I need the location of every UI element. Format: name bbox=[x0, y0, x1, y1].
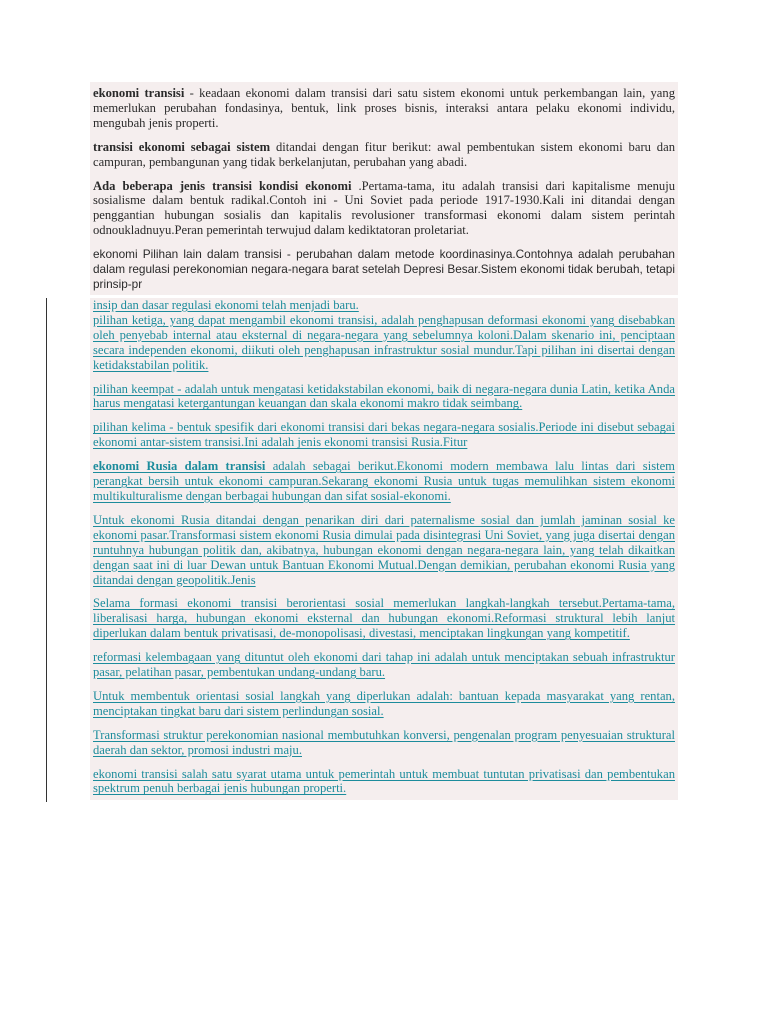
paragraph-types bbox=[93, 179, 675, 239]
paragraph-option-two bbox=[93, 247, 675, 292]
paragraph-text: ekonomi Pilihan lain dalam transisi - perubahan dalam metode koordinasinya.Contohnya adalah perubahan dalam regulasi perekonomian negara-negara barat setelah Depresi Besar.Sistem ekonomi tidak berubah, tetapi prinsip-pr bbox=[93, 247, 675, 291]
term-heading[interactable]: ekonomi Rusia dalam transisi bbox=[93, 459, 266, 474]
link-text[interactable]: pilihan keempat - adalah untuk mengatasi ketidakstabilan ekonomi, baik di negara-negara dunia Latin, ketika Anda harus mengatasi ketergantungan keuangan dan skala ekonomi makro tidak seimbang. bbox=[93, 381, 675, 411]
link-text[interactable]: Transformasi struktur perekonomian nasional membutuhkan konversi, pengenalan program penyesuaian struktural daerah dan sektor, promosi industri maju. bbox=[93, 727, 675, 757]
text-block-linked bbox=[90, 298, 678, 800]
paragraph-text: .Pertama-tama, itu adalah transisi dari kapitalisme menuju sosialisme dalam bentuk radikal.Contoh ini - Uni Soviet pada periode 1917-1930.Kali ini ditandai dengan penggantian hubungan sosialis dan kapitalis revolusioner transformasi ekonomi dalam sistem perintah odnoukladnuyu.Peran pemerintah terwujud dalam kediktatoran proletariat. bbox=[93, 178, 675, 238]
term-heading: transisi ekonomi sebagai sistem bbox=[93, 139, 271, 154]
paragraph-definition bbox=[93, 86, 675, 131]
link-text[interactable]: pilihan ketiga, yang dapat mengambil ekonomi transisi, adalah penghapusan deformasi ekonomi yang disebabkan oleh penyebab internal atau eksternal di negara-negara yang sebelumnya koloni.Dalam skenario ini, penciptaan secara independen ekonomi, diikuti oleh penghapusan infrastruktur sosial mundur.Tapi pilihan ini disertai dengan ketidakstabilan politik. bbox=[93, 312, 675, 372]
paragraph-link[interactable] bbox=[93, 513, 675, 588]
text-block-plain bbox=[90, 82, 678, 295]
term-heading: Ada beberapa jenis transisi kondisi ekonomi bbox=[93, 178, 352, 193]
link-text[interactable]: reformasi kelembagaan yang dituntut oleh ekonomi dari tahap ini adalah untuk menciptakan sebuah infrastruktur pasar, pelatihan pasar, pembentukan undang-undang baru. bbox=[93, 650, 675, 680]
paragraph-link[interactable] bbox=[93, 689, 675, 719]
paragraph-link[interactable] bbox=[93, 298, 675, 313]
term-heading: ekonomi transisi bbox=[93, 86, 185, 100]
link-text[interactable]: Untuk ekonomi Rusia ditandai dengan penarikan diri dari paternalisme sosial dan jumlah jaminan sosial ke ekonomi pasar.Transformasi sistem ekonomi Rusia dimulai pada disintegrasi Uni Soviet, yang juga disertai dengan runtuhnya hubungan politik dan, akibatnya, hubungan ekonomi dengan negara-negara lain, yang telah dikaitkan dengan saat ini di luar Dewan untuk Bantuan Ekonomi Mutual.Dengan demikian, perubahan ekonomi Rusia yang ditandai dengan geopolitik.Jenis bbox=[93, 512, 675, 587]
paragraph-link[interactable] bbox=[93, 728, 675, 758]
paragraph-link[interactable] bbox=[93, 459, 675, 504]
paragraph-link[interactable] bbox=[93, 420, 675, 450]
paragraph-text: - keadaan ekonomi dalam transisi dari satu sistem ekonomi untuk perkembangan lain, yang memerlukan perubahan fondasinya, bentuk, link proses bisnis, interaksi antara pelaku ekonomi individu, mengubah jenis properti. bbox=[93, 86, 675, 130]
paragraph-link[interactable] bbox=[93, 650, 675, 680]
paragraph-link[interactable] bbox=[93, 382, 675, 412]
paragraph-link[interactable] bbox=[93, 596, 675, 641]
link-text[interactable]: ekonomi transisi salah satu syarat utama untuk pemerintah untuk membuat tuntutan privatisasi dan pembentukan spektrum penuh berbagai jenis hubungan properti. bbox=[93, 766, 675, 796]
paragraph-system bbox=[93, 140, 675, 170]
link-text[interactable]: insip dan dasar regulasi ekonomi telah menjadi baru. bbox=[93, 298, 359, 312]
link-text[interactable]: adalah sebagai berikut.Ekonomi modern membawa lalu lintas dari sistem perangkat bersih untuk ekonomi campuran.Sekarang ekonomi Rusia untuk tugas memulihkan sistem ekonomi multikulturalisme dengan berbagai hubungan dan sifat sosial-ekonomi. bbox=[93, 459, 675, 503]
link-text[interactable]: Untuk membentuk orientasi sosial langkah yang diperlukan adalah: bantuan kepada masyarakat yang rentan, menciptakan tingkat baru dari sistem perlindungan sosial. bbox=[93, 688, 675, 718]
paragraph-link[interactable] bbox=[93, 767, 675, 797]
paragraph-link[interactable] bbox=[93, 313, 675, 373]
link-text[interactable]: pilihan kelima - bentuk spesifik dari ekonomi transisi dari bekas negara-negara sosialis.Periode ini disebut sebagai ekonomi antar-sistem transisi.Ini adalah jenis ekonomi transisi Rusia.Fitur bbox=[93, 420, 675, 450]
link-text[interactable]: Selama formasi ekonomi transisi berorientasi sosial memerlukan langkah-langkah tersebut.Pertama-tama, liberalisasi harga, hubungan ekonomi eksternal dan hubungan ekonomi.Reformasi struktural lebih lanjut diperlukan dalam bentuk privatisasi, de-monopolisasi, divestasi, menciptakan lingkungan yang kompetitif. bbox=[93, 596, 675, 641]
margin-rule bbox=[46, 298, 47, 802]
paragraph-text: ditandai dengan fitur berikut: awal pembentukan sistem ekonomi baru dan campuran, pembangunan yang tidak berkelanjutan, perubahan yang abadi. bbox=[93, 139, 675, 169]
